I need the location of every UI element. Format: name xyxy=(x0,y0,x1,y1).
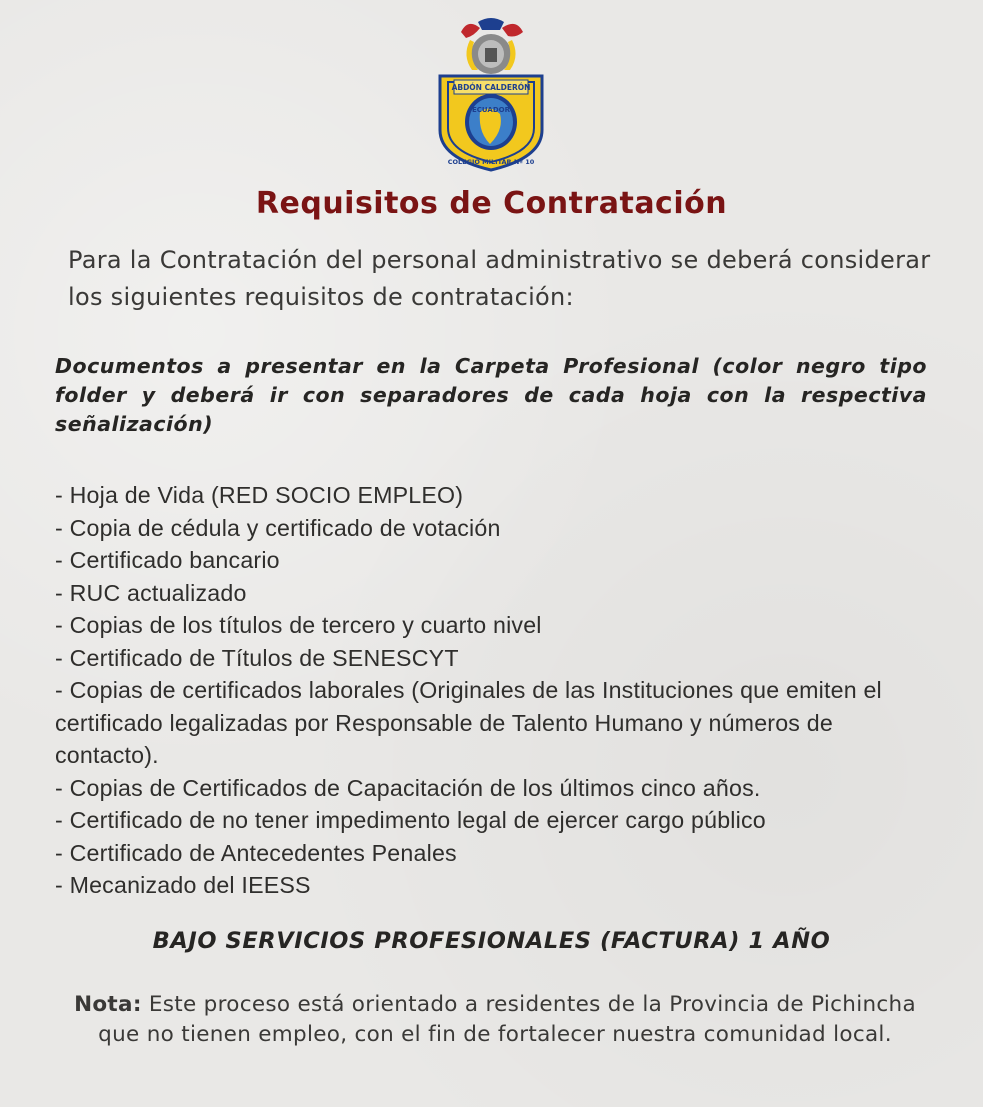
requirement-item: - Copias de Certificados de Capacitación de los últimos cinco años. xyxy=(55,774,761,801)
crest-name-text: ABDÓN CALDERÓN xyxy=(451,83,531,92)
requirement-item: - Copias de los títulos de tercero y cuarto nivel xyxy=(55,612,542,638)
requirement-item: - Certificado bancario xyxy=(55,547,280,573)
school-crest-logo xyxy=(428,12,554,174)
note-text: Este proceso está orientado a residentes de la Provincia de Pichincha que no tienen empleo, con el fin de fortalecer nuestra comunidad local. xyxy=(98,992,916,1047)
requirement-item: - Copias de certificados laborales (Originales de las Instituciones que emiten el certificado legalizadas por Responsable de Talento Humano y números de contacto). xyxy=(55,677,882,768)
intro-paragraph: Para la Contratación del personal administrativo se deberá considerar los siguientes requisitos de contratación: xyxy=(68,246,931,311)
requirement-item: - Certificado de Títulos de SENESCYT xyxy=(55,644,459,671)
requirement-item: - Certificado de no tener impedimento legal de ejercer cargo público xyxy=(55,807,766,833)
requirement-item: - Mecanizado del IEESS xyxy=(55,872,311,898)
requirement-item: - Copia de cédula y certificado de votación xyxy=(55,514,501,541)
page-title: Requisitos de Contratación xyxy=(255,186,728,221)
requirement-item: - RUC actualizado xyxy=(55,579,247,606)
crest-institution-text: COLEGIO MILITAR Nº 10 xyxy=(447,158,535,166)
note-paragraph xyxy=(60,990,930,1050)
crest-country-text: ECUADOR xyxy=(472,106,510,114)
crest-top-icon xyxy=(461,18,523,74)
documents-heading: Documentos a presentar en la Carpeta Profesional (color negro tipo folder y deberá ir con separadores de cada hoja con la respectiva señalización) xyxy=(55,354,927,436)
requirement-item: - Hoja de Vida (RED SOCIO EMPLEO) xyxy=(55,482,464,508)
requirement-item: - Certificado de Antecedentes Penales xyxy=(55,839,457,866)
contract-type-text: BAJO SERVICIOS PROFESIONALES (FACTURA) 1 AÑO xyxy=(152,928,831,954)
requirements-list xyxy=(55,479,935,902)
note-label: Nota: xyxy=(74,992,142,1017)
